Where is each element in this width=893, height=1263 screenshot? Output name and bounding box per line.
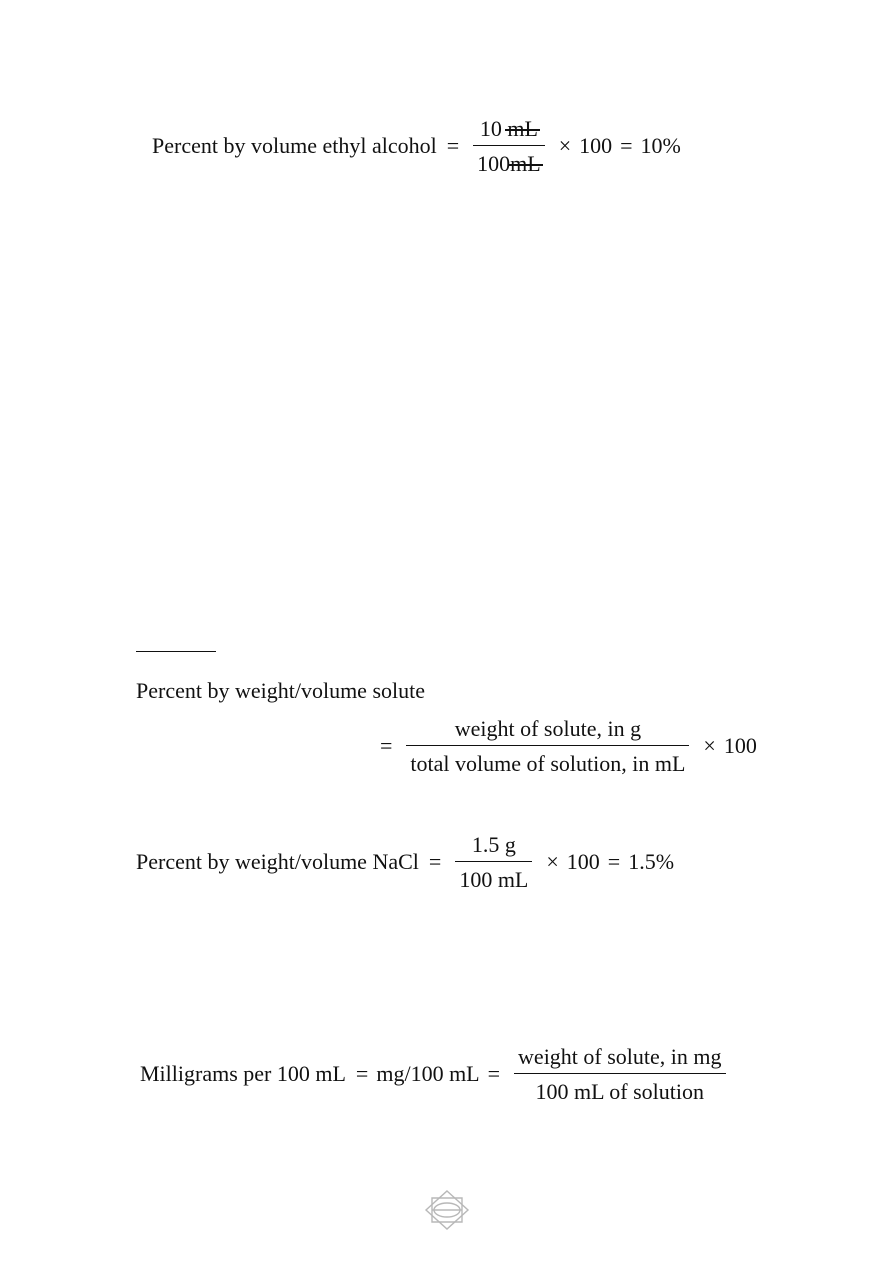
equals-sign: = <box>620 133 633 159</box>
equals-sign: = <box>428 849 442 875</box>
fraction-bar <box>406 745 689 746</box>
equation-middle-term: mg/100 mL <box>376 1061 480 1087</box>
fraction-bar <box>514 1073 725 1074</box>
fraction-denominator: total volume of solution, in mL <box>410 751 686 777</box>
fraction <box>473 116 545 177</box>
times-sign: × <box>703 733 716 759</box>
cancelled-unit: mL <box>510 151 541 177</box>
equals-sign: = <box>607 849 621 875</box>
numerator-value: 10 <box>479 116 502 141</box>
times-sign: × <box>546 849 559 875</box>
equals-sign: = <box>380 733 393 759</box>
times-sign: × <box>558 133 572 159</box>
fraction-numerator: 1.5 g <box>471 832 516 857</box>
equation-label: Milligrams per 100 mL <box>140 1061 346 1087</box>
fraction-denominator: 100 mL <box>459 867 529 893</box>
equation-percent-volume-ethyl-alcohol <box>152 116 681 177</box>
fraction <box>455 832 532 893</box>
fraction-numerator <box>476 116 542 141</box>
equation-label: Percent by weight/volume solute <box>136 678 425 703</box>
section-rule <box>136 651 216 652</box>
fraction-denominator <box>473 151 545 176</box>
equation-milligrams-per-100ml <box>140 1044 732 1105</box>
factor: 100 <box>566 849 600 875</box>
result: 1.5% <box>628 849 675 875</box>
fraction-bar <box>473 145 545 146</box>
equals-sign: = <box>446 133 460 159</box>
equation-label: Percent by weight/volume NaCl <box>136 849 419 875</box>
equation-percent-weight-volume-solute <box>372 716 757 777</box>
result: 10% <box>640 133 681 159</box>
factor: 100 <box>579 133 613 159</box>
factor: 100 <box>723 733 757 759</box>
equation-percent-weight-volume-nacl <box>136 832 674 893</box>
fraction-numerator: weight of solute, in g <box>454 716 642 741</box>
publisher-logo-icon <box>424 1190 470 1230</box>
fraction <box>514 1044 725 1105</box>
equals-sign: = <box>355 1061 369 1087</box>
equation-label: Percent by volume ethyl alcohol <box>152 133 437 159</box>
fraction-numerator: weight of solute, in mg <box>518 1044 722 1069</box>
cancelled-unit: mL <box>507 116 538 141</box>
fraction-bar <box>455 861 532 862</box>
denominator-value: 100 <box>477 151 511 177</box>
equals-sign: = <box>487 1061 501 1087</box>
fraction-denominator: 100 mL of solution <box>535 1079 705 1105</box>
fraction <box>406 716 689 777</box>
